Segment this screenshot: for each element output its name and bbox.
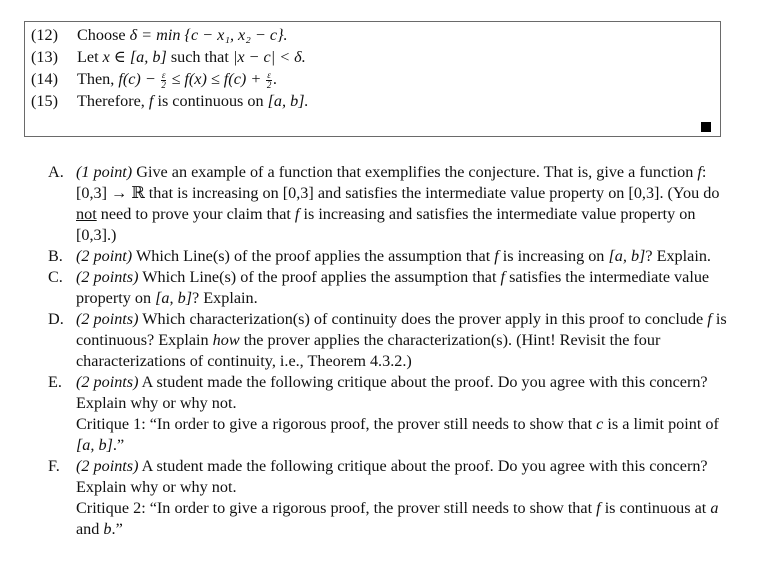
question-text: Which characterization(s) of continuity does the prover apply in this proof to conclude	[138, 310, 708, 328]
question-a	[48, 162, 738, 246]
proof-line-13	[31, 46, 306, 68]
question-body	[76, 309, 738, 372]
critique-1	[76, 414, 738, 456]
math-var: f	[707, 310, 712, 328]
proof-line-12	[31, 24, 288, 46]
line-math: |x − c| < δ.	[232, 48, 306, 66]
question-body	[76, 372, 738, 414]
question-e	[48, 372, 738, 456]
question-letter: E.	[48, 373, 62, 391]
proof-line-14	[31, 68, 277, 90]
line-number: (13)	[31, 48, 58, 66]
question-text: satisfies the intermediate value property on	[76, 268, 710, 307]
line-math: δ = min {c − x₁, x₂ − c}.	[129, 26, 288, 44]
fraction-numerator: ε	[267, 69, 271, 80]
critique-text: .”	[111, 520, 123, 538]
math-var: [a, b]	[608, 247, 646, 265]
math-var: [a, b]	[76, 436, 113, 454]
math-var: c	[596, 415, 604, 433]
line-math: [a, b].	[267, 92, 309, 110]
italic-word: how	[212, 331, 240, 349]
question-text: is increasing and satisfies the intermediate value property on [0,3].)	[76, 205, 696, 244]
line-math: .	[272, 70, 277, 88]
line-text: Then,	[77, 70, 119, 88]
proof-line-15	[31, 90, 309, 112]
question-text: : [0,3] → ℝ that is increasing on [0,3] and satisfies the intermediate value property on [0,3]. (You do	[76, 163, 720, 202]
line-math: ≤ f(x) ≤ f(c) +	[167, 70, 266, 88]
points-label: (1 point)	[76, 163, 133, 181]
question-letter: A.	[48, 163, 64, 181]
question-text: Which Line(s) of the proof applies the assumption that	[138, 268, 501, 286]
question-body	[76, 246, 738, 267]
line-text: Let	[77, 48, 103, 66]
line-text: such that	[166, 48, 233, 66]
fraction-epsilon-over-2	[161, 71, 167, 90]
question-text: Which Line(s) of the proof applies the assumption that	[132, 247, 495, 265]
question-body	[76, 456, 738, 498]
line-math: x ∈ [a, b]	[102, 48, 167, 66]
question-text: Give an example of a function that exemplifies the conjecture. That is, give a function	[132, 163, 698, 181]
underlined-word: not	[76, 205, 97, 223]
line-text: Therefore,	[77, 92, 149, 110]
line-number: (12)	[31, 26, 58, 44]
math-var: f	[494, 247, 499, 265]
math-var: [a, b]	[155, 289, 193, 307]
line-text: is continuous on	[153, 92, 268, 110]
points-label: (2 point)	[76, 247, 133, 265]
question-d	[48, 309, 738, 372]
line-text: Choose	[77, 26, 130, 44]
line-number: (15)	[31, 92, 58, 110]
proof-box	[24, 21, 721, 137]
critique-text: is continuous at	[600, 499, 711, 517]
critique-text: is a limit point of	[603, 415, 719, 433]
question-text: the prover applies the characterization(s). (Hint! Revisit the four characterizations of continuity, i.e., Theorem 4.3.2.)	[76, 331, 661, 370]
fraction-denominator: 2	[266, 79, 272, 90]
points-label: (2 points)	[76, 373, 139, 391]
math-var: f	[697, 163, 702, 181]
question-f	[48, 456, 738, 540]
question-list	[48, 162, 738, 540]
question-body	[76, 267, 738, 309]
qed-square-icon	[701, 122, 711, 132]
question-c	[48, 267, 738, 309]
critique-text: .”	[112, 436, 125, 454]
math-var: b	[103, 520, 112, 538]
points-label: (2 points)	[76, 457, 139, 475]
question-text: need to prove your claim that	[96, 205, 295, 223]
critique-text: and	[76, 520, 104, 538]
math-var: f	[596, 499, 601, 517]
question-letter: F.	[48, 457, 60, 475]
points-label: (2 points)	[76, 268, 139, 286]
fraction-epsilon-over-2	[266, 71, 272, 90]
question-text: A student made the following critique about the proof. Do you agree with this concern? Explain why or why not.	[76, 457, 708, 496]
line-math: f	[148, 92, 154, 110]
question-text: ? Explain.	[192, 289, 258, 307]
fraction-numerator: ε	[161, 69, 166, 80]
math-var: f	[500, 268, 506, 286]
math-var: f	[294, 205, 300, 223]
question-text: ? Explain.	[645, 247, 711, 265]
points-label: (2 points)	[76, 310, 139, 328]
question-letter: D.	[48, 310, 64, 328]
question-letter: B.	[48, 247, 63, 265]
question-b	[48, 246, 738, 267]
critique-text: Critique 1: “In order to give a rigorous proof, the prover still needs to show that	[76, 415, 597, 433]
line-number: (14)	[31, 70, 58, 88]
question-text: is continuous? Explain	[76, 310, 727, 349]
question-text: A student made the following critique about the proof. Do you agree with this concern? Explain why or why not.	[76, 373, 708, 412]
line-math: f(c) −	[118, 70, 160, 88]
fraction-denominator: 2	[161, 79, 166, 90]
question-letter: C.	[48, 268, 63, 286]
math-var: a	[710, 499, 719, 517]
critique-text: Critique 2: “In order to give a rigorous proof, the prover still needs to show that	[76, 499, 597, 517]
critique-2	[76, 498, 738, 540]
question-text: is increasing on	[498, 247, 609, 265]
question-body	[76, 162, 738, 246]
